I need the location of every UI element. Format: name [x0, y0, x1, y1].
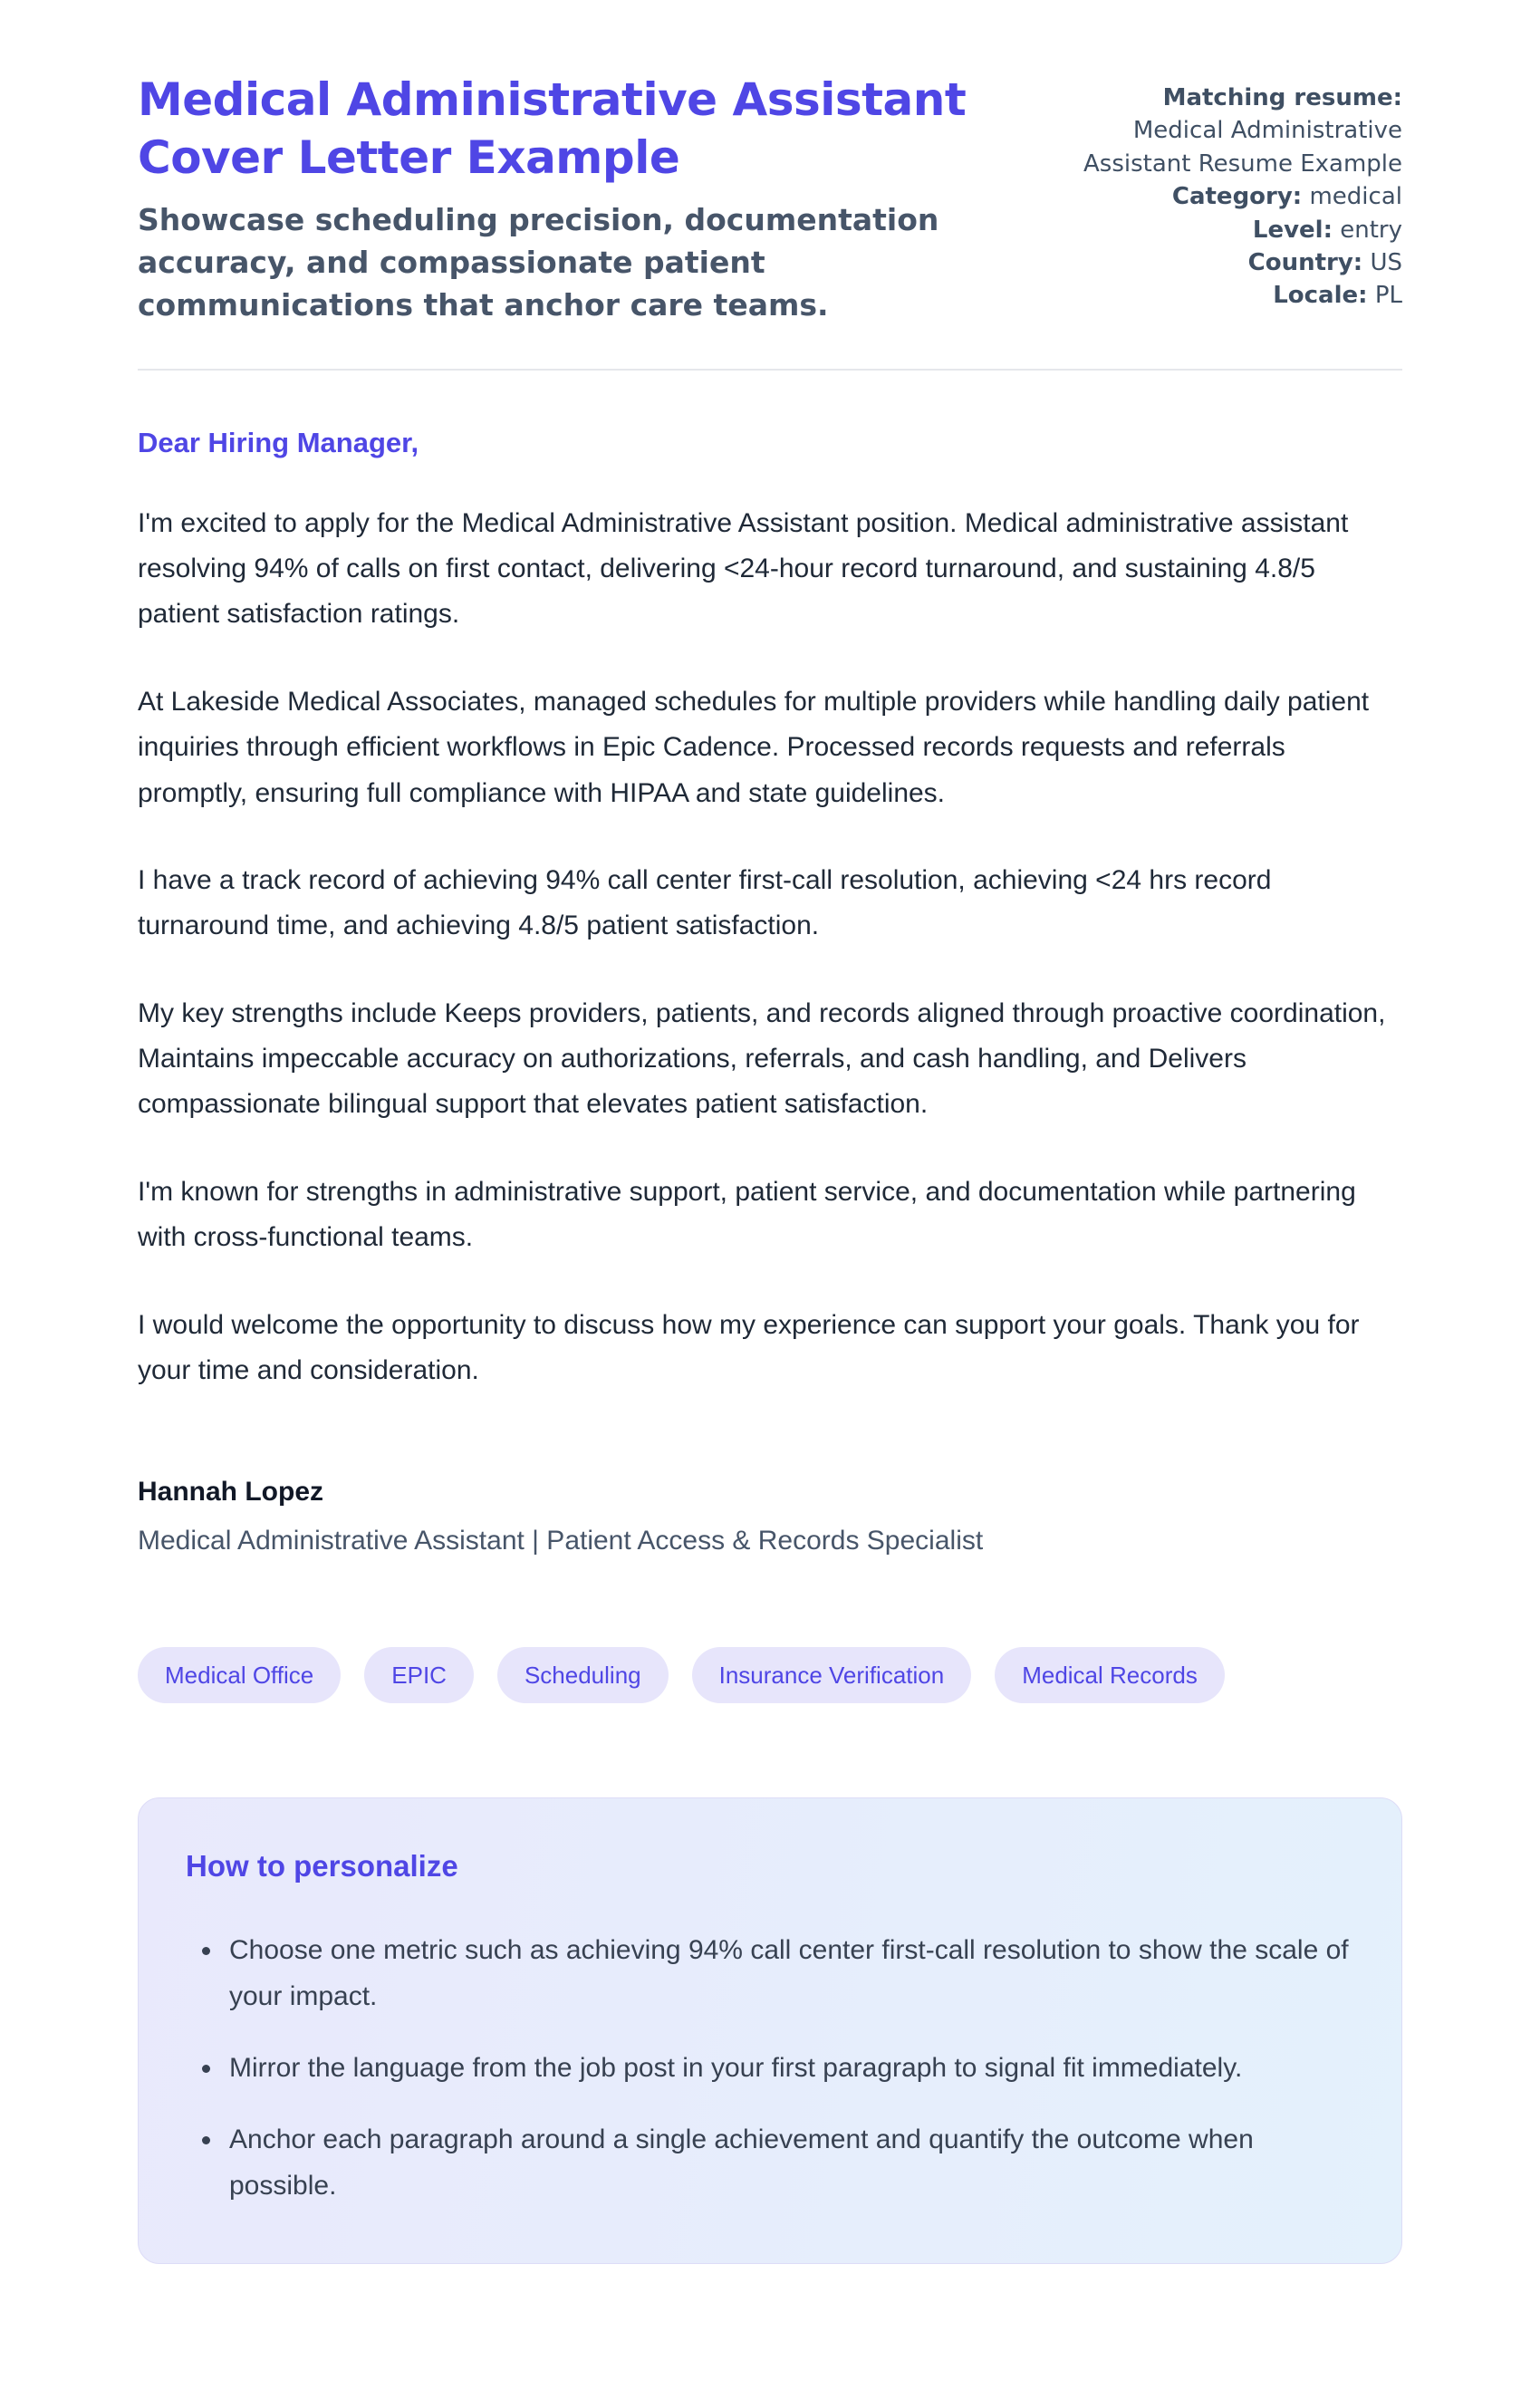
- tag-pill-scheduling[interactable]: Scheduling: [497, 1647, 669, 1703]
- page-title: Medical Administrative Assistant Cover Letter Example: [138, 73, 967, 184]
- cover-letter-body: [138, 427, 1402, 1557]
- personalize-box: [138, 1797, 1402, 2264]
- personalize-heading: How to personalize: [186, 1849, 458, 1884]
- header-title-block: [138, 71, 1022, 327]
- tag-list: [138, 1647, 1402, 1703]
- page-container: [138, 0, 1402, 2264]
- meta-locale: [1022, 279, 1402, 312]
- letter-paragraph-4: My key strengths include Keeps providers, patients, and records aligned through proactive coordination, Maintains impeccable accuracy on authorizations, referrals, and cash handling, and Delivers compassionate bilingual support that elevates patient satisfaction.: [138, 997, 1386, 1120]
- meta-country: [1022, 246, 1402, 279]
- meta-country-value: US: [1370, 248, 1402, 276]
- tag-pill-insurance-verification[interactable]: Insurance Verification: [692, 1647, 972, 1703]
- letter-greeting: Dear Hiring Manager,: [138, 426, 419, 458]
- meta-category: [1022, 180, 1402, 213]
- meta-category-label: Category:: [1171, 183, 1303, 211]
- tag-pill-medical-office[interactable]: Medical Office: [138, 1647, 341, 1703]
- personalize-list: [186, 1927, 1354, 2209]
- personalize-bullet-2: • Mirror the language from the job post in your first paragraph to signal fit immediately.: [224, 2045, 1354, 2091]
- meta-country-label: Country:: [1247, 248, 1363, 276]
- meta-block: [1022, 71, 1402, 313]
- letter-paragraph-6: I would welcome the opportunity to discuss how my experience can support your goals. Thank you for your time and consideration.: [138, 1309, 1360, 1386]
- personalize-bullet-3: • Anchor each paragraph around a single achievement and quantify the outcome when possible.: [224, 2116, 1354, 2209]
- meta-category-value: medical: [1309, 183, 1402, 211]
- tag-pill-epic[interactable]: EPIC: [364, 1647, 474, 1703]
- meta-level-label: Level:: [1252, 216, 1333, 244]
- letter-paragraph-5: I'm known for strengths in administrative support, patient service, and documentation while partnering with cross-functional teams.: [138, 1176, 1356, 1253]
- meta-locale-value: PL: [1374, 282, 1402, 310]
- page-subtitle: Showcase scheduling precision, documentation accuracy, and compassionate patient communications that anchor care teams.: [138, 202, 939, 323]
- signature-role: Medical Administrative Assistant | Patient Access & Records Specialist: [138, 1526, 984, 1556]
- header-divider: [138, 369, 1402, 371]
- matching-resume-label: Matching resume:: [1162, 84, 1402, 111]
- letter-paragraph-1: I'm excited to apply for the Medical Administrative Assistant position. Medical administrative assistant resolving 94% of calls on first contact, delivering <24-hour record turnaround, and sustaining 4.8/5 patient satisfaction ratings.: [138, 507, 1349, 630]
- meta-locale-label: Locale:: [1273, 282, 1368, 310]
- letter-paragraph-2: At Lakeside Medical Associates, managed schedules for multiple providers while handling daily patient inquiries through efficient workflows in Epic Cadence. Processed records requests and referrals promptly, ensuring full compliance with HIPAA and state guidelines.: [138, 686, 1370, 808]
- signature-name: Hannah Lopez: [138, 1477, 324, 1508]
- letter-paragraph-3: I have a track record of achieving 94% call center first-call resolution, achieving <24 hrs record turnaround time, and achieving 4.8/5 patient satisfaction.: [138, 864, 1272, 941]
- meta-level-value: entry: [1340, 216, 1402, 244]
- meta-level: [1022, 214, 1402, 246]
- personalize-bullet-1: • Choose one metric such as achieving 94% call center first-call resolution to show the scale of your impact.: [224, 1927, 1354, 2019]
- header: [138, 71, 1402, 327]
- tag-pill-medical-records[interactable]: Medical Records: [995, 1647, 1225, 1703]
- matching-resume-value: Medical Administrative Assistant Resume Example: [1083, 117, 1402, 178]
